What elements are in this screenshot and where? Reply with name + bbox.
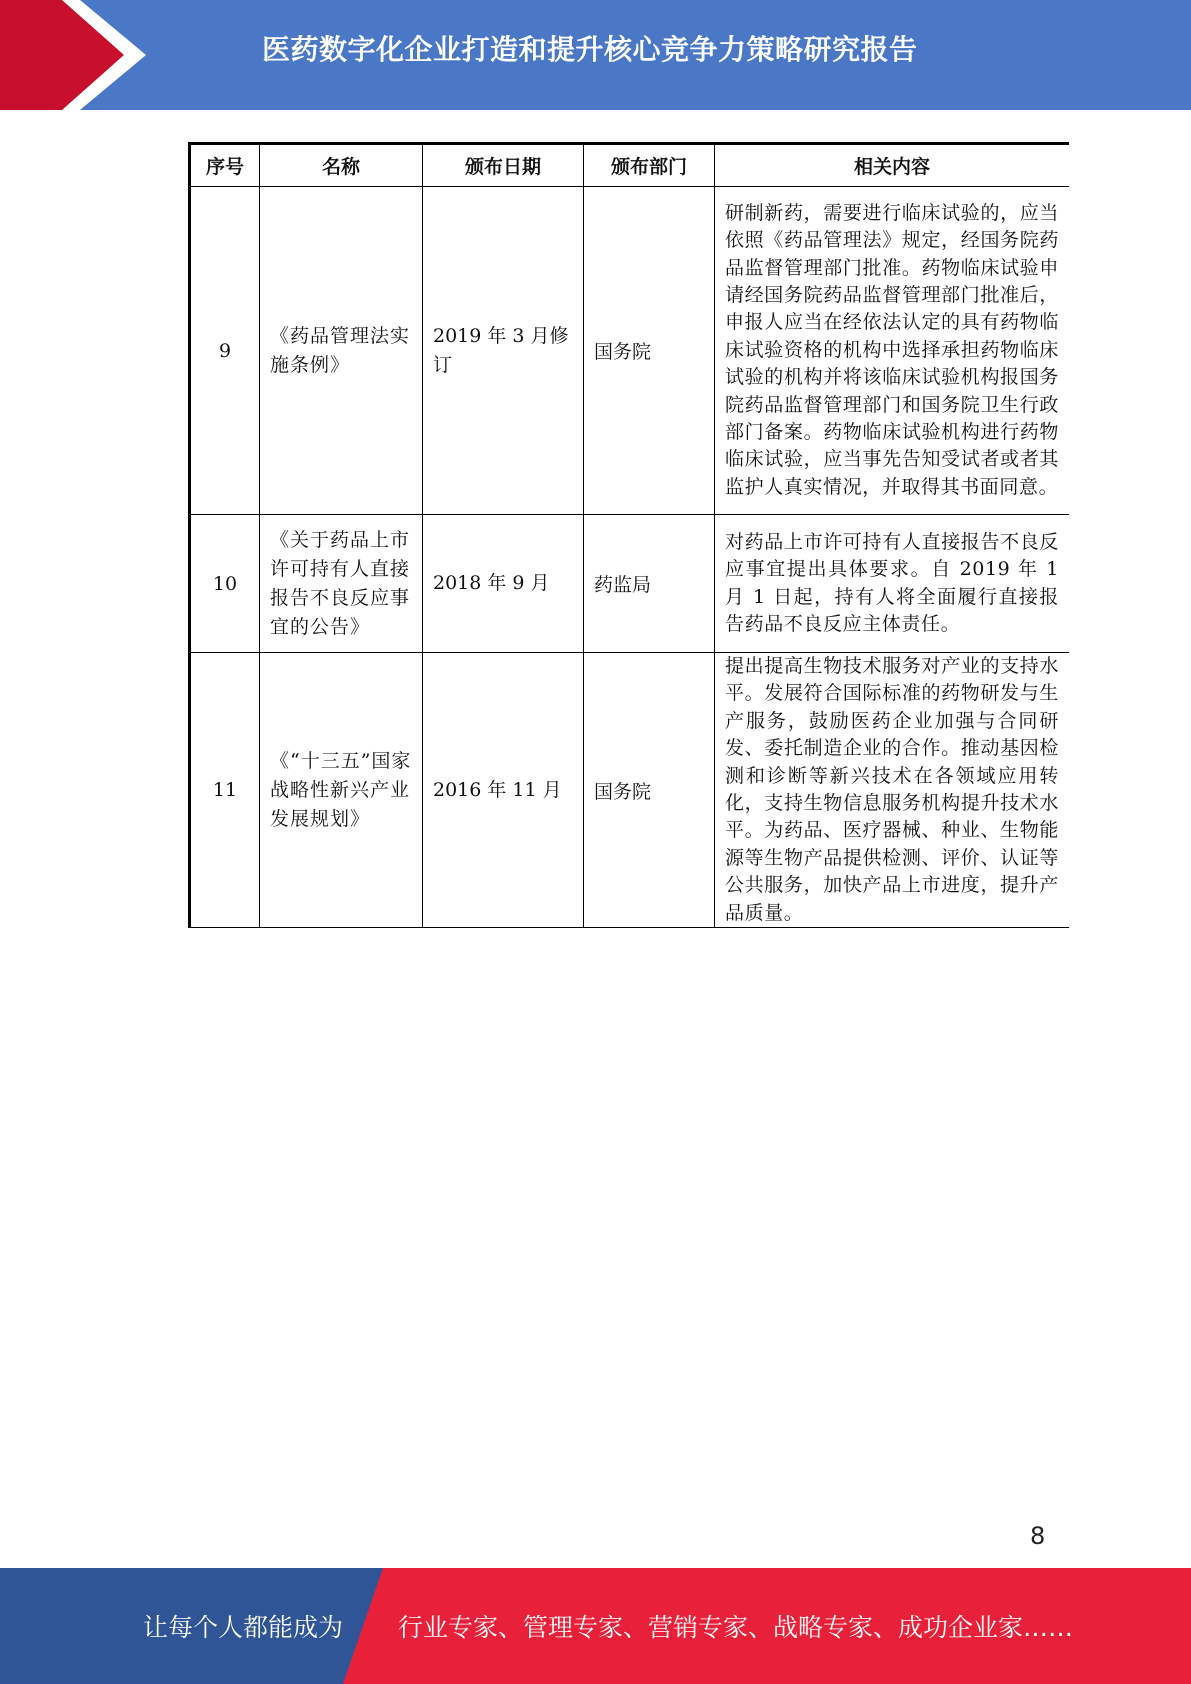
table-row <box>190 187 1070 515</box>
cell-date: 2016 年 11 月 <box>423 653 584 928</box>
header-no: 序号 <box>190 144 260 187</box>
header-content: 相关内容 <box>715 144 1070 187</box>
cell-name: 《药品管理法实施条例》 <box>260 187 423 515</box>
cell-dept: 药监局 <box>584 515 715 653</box>
cell-date: 2019 年 3 月修订 <box>423 187 584 515</box>
cell-name: 《关于药品上市许可持有人直接报告不良反应事宜的公告》 <box>260 515 423 653</box>
cell-content: 研制新药，需要进行临床试验的，应当依照《药品管理法》规定，经国务院药品监督管理部门批准。药物临床试验申请经国务院药品监督管理部门批准后，申报人应当在经依法认定的具有药物临床试验资格的机构中选择承担药物临床试验的机构并将该临床试验机构报国务院药品监督管理部门和国务院卫生行政部门备案。药物临床试验机构进行药物临床试验，应当事先告知受试者或者其监护人真实情况，并取得其书面同意。 <box>715 187 1070 515</box>
report-title: 医药数字化企业打造和提升核心竞争力策略研究报告 <box>262 33 918 66</box>
cell-no: 9 <box>190 187 260 515</box>
cell-dept: 国务院 <box>584 653 715 928</box>
cell-name: 《“十三五”国家战略性新兴产业发展规划》 <box>260 653 423 928</box>
footer-slogan-left: 让每个人都能成为 <box>143 1613 344 1642</box>
cell-content: 提出提高生物技术服务对产业的支持水平。发展符合国际标准的药物研发与生产服务，鼓励医药企业加强与合同研发、委托制造企业的合作。推动基因检测和诊断等新兴技术在各领域应用转化，支持生物信息服务机构提升技术水平。为药品、医疗器械、种业、生物能源等生物产品提供检测、评价、认证等公共服务，加快产品上市进度，提升产品质量。 <box>715 653 1070 928</box>
cell-no: 11 <box>190 653 260 928</box>
cell-dept: 国务院 <box>584 187 715 515</box>
header-date: 颁布日期 <box>423 144 584 187</box>
footer-slogan-right: 行业专家、管理专家、营销专家、战略专家、成功企业家…… <box>398 1613 1074 1642</box>
header-dept: 颁布部门 <box>584 144 715 187</box>
page-number: 8 <box>1030 1522 1046 1550</box>
policy-table-container <box>188 142 1069 928</box>
cell-no: 10 <box>190 515 260 653</box>
cell-content: 对药品上市许可持有人直接报告不良反应事宜提出具体要求。自 2019 年 1 月 1 日起，持有人将全面履行直接报告药品不良反应主体责任。 <box>715 515 1070 653</box>
cell-date: 2018 年 9 月 <box>423 515 584 653</box>
table-header-row <box>190 144 1070 187</box>
table-row <box>190 515 1070 653</box>
table-row <box>190 653 1070 928</box>
report-footer <box>0 1568 1191 1684</box>
header-name: 名称 <box>260 144 423 187</box>
policy-table <box>188 142 1069 928</box>
report-header <box>0 0 1191 110</box>
